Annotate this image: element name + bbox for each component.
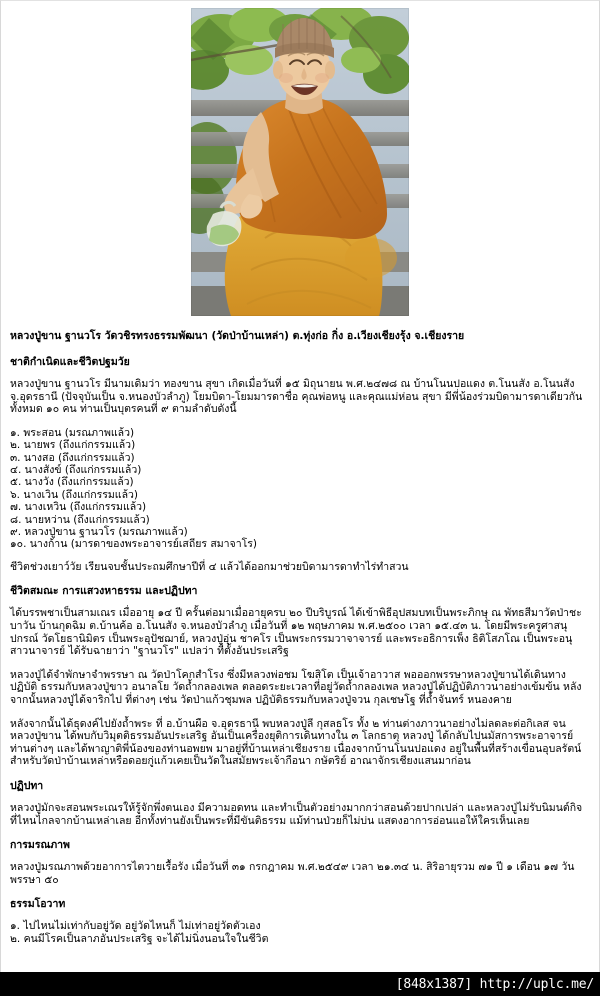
photo-container [6, 0, 594, 320]
list-item: ๓. นางสอ (ถึงแก่กรรมแล้ว) [10, 451, 135, 464]
list-item: ๒. นายพร (ถึงแก่กรรมแล้ว) [10, 439, 136, 452]
list-item: ๖. นางเวิน (ถึงแก่กรรมแล้ว) [10, 488, 138, 501]
list-item: ๘. นายหว่าน (ถึงแก่กรรมแล้ว) [10, 513, 150, 526]
list-item: ๗. นางเหวิน (ถึงแก่กรรมแล้ว) [10, 501, 147, 514]
list-item: ๑๐. นางก้าน (มารดาของพระอาจารย์เสถียร สมาจาโร) [10, 538, 257, 551]
monk-photo-graphic [191, 8, 409, 316]
page-title: หลวงปู่ขาน ฐานวโร วัดวชิรทรงธรรมพัฒนา (วัดป่าบ้านเหล่า) ต.ทุ่งก่อ กิ่ง อ.เวียงเชียงรุ้ง จ.เชียงราย [10, 330, 465, 342]
section-heading-dhamma: ธรรมโอวาท [10, 898, 66, 911]
list-item: ๑. ไปไหนไม่เท่ากับอยู่วัด อยู่วัดไหนก็ ไม่เท่าอยู่วัดตัวเอง [10, 920, 261, 933]
watermark-text: [848x1387] http://uplc.me/ [395, 976, 594, 992]
paragraph-passing: หลวงปู่มรณภาพด้วยอาการไตวายเรื้อรัง เมื่อวันที่ ๓๑ กรกฎาคม พ.ศ.๒๕๔๙ เวลา ๒๑.๓๔ น. สิริอายุรวม ๗๑ ปี ๑ เดือน ๑๗ วัน พรรษา ๕๐ [10, 861, 575, 886]
dhamma-teaching-list [10, 920, 590, 945]
list-item: ๙. หลวงปู่ขาน ฐานวโร (มรณภาพแล้ว) [10, 526, 188, 539]
paragraph-birth: หลวงปู่ขาน ฐานวโร มีนามเดิมว่า ทองขาน สุขา เกิดเมื่อวันที่ ๑๕ มิถุนายน พ.ศ.๒๔๗๘ ณ บ้านโนนปอแดง ต.โนนสัง อ.โนนสัง จ.อุดรธานี (ปัจจุบันเป็น จ.หนองบัวลำภู) โยมบิดา-โยมมารดาชื่อ คุณพ่อหนู และคุณแม่ห่อน สุขา มีพี่น้องร่วมบิดามารดาเดียวกันทั้งหมด ๑๐ คน ท่านเป็นบุตรคนที่ ๙ ตามลำดับดังนี้ [10, 378, 583, 416]
article-text [6, 329, 594, 945]
list-item: ๔. นางสังข์ (ถึงแก่กรรมแล้ว) [10, 464, 142, 476]
monk-photograph [191, 8, 409, 316]
footer-watermark-bar [0, 972, 600, 996]
sibling-list [10, 427, 590, 551]
paragraph-retreats: หลวงปู่ได้จำพักษาจำพรรษา ณ วัดป่าโคกสำโรง ซึ่งมีหลวงพ่อชม โฆสิโต เป็นเจ้าอาวาส พอออกพรรษาหลวงปู่ขานได้เดินทางปฏิบัติ ธรรมกับหลวงปู่ขาว อนาลโย วัดถ้ำกลองเพล ตลอดระยะเวลาที่อยู่วัดถ้ำกลองเพล หลวงปู่ได้ปฏิบัติภาวนาอย่างเข้มข้น หลังจากนั้นหลวงปู่ได้จาริกไป ที่ต่างๆ เช่น วัดป่าแก้วชุมพล ปฏิบัติธรรมกับหลวงปู่จวน กุลเชษโฐ ที่ถ้ำจันทร์ หนองคาย [10, 668, 582, 706]
paragraph-early-life: ชีวิตช่วงเยาว์วัย เรียนจบชั้นประถมศึกษาปีที่ ๔ แล้วได้ออกมาช่วยบิดามารดาทำไร่ทำสวน [10, 560, 409, 573]
paragraph-wandering: หลังจากนั้นได้ธุดงค์ไปยังถ้ำพระ ที่ อ.บ้านผือ จ.อุดรธานี พบหลวงปู่ลี กุสลธโร ทั้ง ๒ ท่านต่างภาวนาอย่างไม่ลดละต่อกิเลส จนหลวงปู่ขาน ได้พบกับวิมุตติธรรมอันประเสริฐ อันเป็นเครื่องยุติการเดินทางใน ๓ โลกธาตุ หลวงปู่ ได้กลับไปนมัสการพระอาจารย์ท่านต่างๆ และได้พาญาติพี่น้องของท่านอพยพ มาอยู่ที่บ้านเหล่าเชียงราย เนื่องจากบ้านโนนปอแดง อยู่ในพื้นที่สร้างเขื่อนอุบลรัตน์ สำหรับวัดป่าบ้านเหล่าหรือดอยกู่แก้วเคยเป็นวัดในสมัยพระเจ้ากือนา กษัตริย์ อาณาจักรเชียงแสนมาก่อน [10, 717, 582, 768]
list-item: ๒. คนมีโรคเป็นลาภอันประเสริฐ จะได้ไม่นิ่งนอนใจในชีวิต [10, 932, 269, 945]
paragraph-practice: หลวงปู่มักจะสอนพระเณรให้รู้จักพึ่งตนเอง มีความอดทน และทำเป็นตัวอย่างมากกว่าสอนด้วยปากเปล่า และหลวงปู่ไม่รับนิมนต์กิจ ที่ไหนไกลจากบ้านเหล่าเลย อีกทั้งท่านยังเป็นพระที่มีขันติธรรม แม้ท่านป่วยก็ไม่บ่น แสดงอาการอ่อนแอให้ใครเห็นเลย [10, 801, 583, 827]
paragraph-ordination: ได้บรรพชาเป็นสามเณร เมื่ออายุ ๑๔ ปี ครั้นต่อมาเมื่ออายุครบ ๒๐ ปีบริบูรณ์ ได้เข้าพิธีอุปสมบทเป็นพระภิกษุ ณ พัทธสีมาวัดป่าชะบาวัน บ้านกุดฉิม ต.บ้านค้อ อ.โนนสัง จ.หนองบัวลำภู เมื่อวันที่ ๑๒ พฤษภาคม พ.ศ.๒๕๐๐ เวลา ๑๕.๔๓ น. โดยมีพระครูศาสนุปกรณ์ วัดโยธานิมิตร เป็นพระอุปัชฌาย์, หลวงปู่อุ่น ชาคโร เป็นพระกรรมวาจาจารย์ และพระอธิการเพ็ง ธิติโสภโณ เป็นพระอนุสาวนาจารย์ ได้รับฉายาว่า "ฐานวโร" แปลว่า ที่ตั้งอันประเสริฐ [10, 607, 582, 658]
section-heading-birth: ชาติกำเนิดและชีวิตปฐมวัย [10, 356, 130, 368]
section-heading-practice: ปฏิปทา [10, 779, 44, 792]
list-item: ๑. พระสอน (มรณภาพแล้ว) [10, 426, 135, 439]
section-heading-passing: การมรณภาพ [10, 839, 70, 852]
section-heading-monastic: ชีวิตสมณะ การแสวงหาธรรม และปฏิปทา [10, 585, 198, 598]
list-item: ๕. นางวัง (ถึงแก่กรรมแล้ว) [10, 476, 134, 489]
